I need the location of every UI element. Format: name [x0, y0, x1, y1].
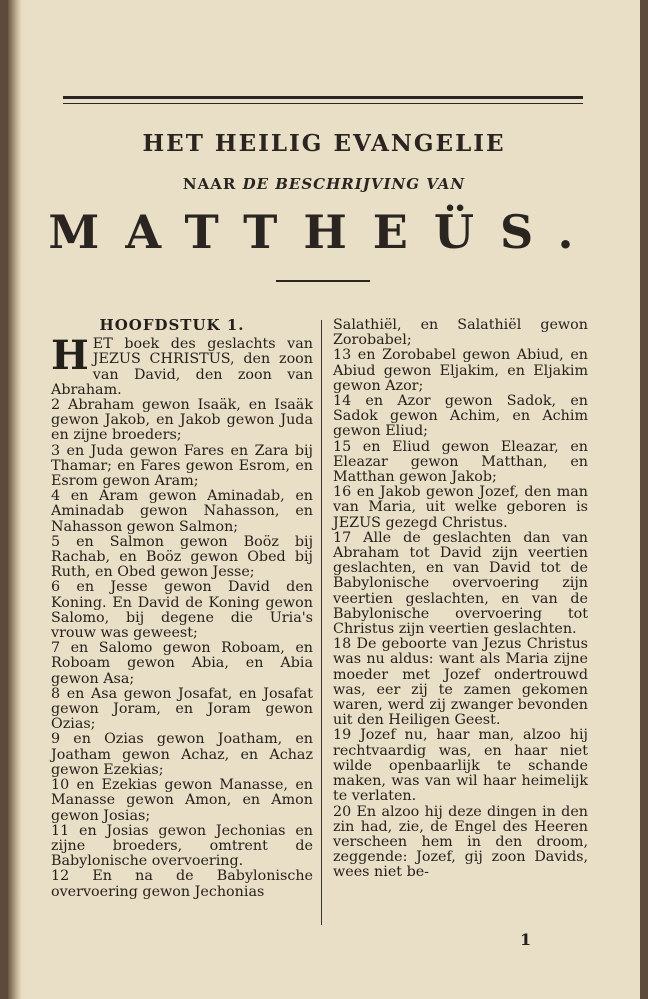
- top-double-rule: [63, 96, 583, 104]
- verse: 4 en Aram gewon Aminadab, en Aminadab gewon Nahasson, en Nahasson gewon Salmon;: [51, 488, 313, 535]
- left-column: [51, 318, 313, 900]
- verse: 9 en Ozias gewon Joatham, en Joatham gewon Achaz, en Achaz gewon Ezekias;: [51, 731, 313, 778]
- verse: 10 en Ezekias gewon Manasse, en Manasse gewon Amon, en Amon gewon Josias;: [51, 777, 313, 824]
- book-page: [8, 0, 640, 999]
- verse: Salathiël, en Salathiël gewon Zorobabel;: [333, 317, 588, 349]
- verse: 7 en Salomo gewon Roboam, en Roboam gewon Abia, en Abia gewon Asa;: [51, 640, 313, 687]
- verse: 3 en Juda gewon Fares en Zara bij Thamar; en Fares gewon Esrom, en Esrom gewon Aram;: [51, 442, 313, 490]
- verse: 8 en Asa gewon Josafat, en Josafat gewon Joram, en Joram gewon Ozias;: [51, 685, 313, 733]
- verse: 15 en Eliud gewon Eleazar, en Eleazar gewon Matthan, en Matthan gewon Jakob;: [333, 438, 588, 486]
- verse: 16 en Jakob gewon Jozef, den man van Maria, uit welke geboren is JEZUS gezegd Christus.: [333, 484, 588, 531]
- verse: 17 Alle de geslachten dan van Abraham tot David zijn veertien geslachten, en van David tot de Babylonische overvoering zijn veertien geslachten, en van de Babylonische overvoering tot Christus zijn veertien geslachten.: [333, 529, 588, 638]
- verse: 2 Abraham gewon Isaäk, en Isaäk gewon Jakob, en Jakob gewon Juda en zijne broeders;: [51, 397, 313, 444]
- book-name: MATTHEÜS.: [48, 205, 600, 259]
- verse-1: [51, 332, 313, 398]
- book-title: HET HEILIG EVANGELIE: [142, 130, 506, 157]
- book-subtitle: [8, 175, 640, 193]
- verse: 12 En na de Babylonische overvoering gewon Jechonias: [51, 868, 313, 900]
- subtitle-rest: DE BESCHRIJVING VAN: [242, 175, 466, 193]
- right-column: [333, 318, 588, 881]
- verse: 5 en Salmon gewon Boöz bij Rachab, en Boöz gewon Obed bij Ruth, en Obed gewon Jesse;: [51, 533, 313, 581]
- verse: 14 en Azor gewon Sadok, en Sadok gewon Achim, en Achim gewon Eliud;: [333, 393, 588, 440]
- verse-1-text: ET boek des geslachts van JEZUS CHRISTUS, den zoon van David, den zoon van Abraham.: [51, 336, 313, 398]
- verse: 11 en Josias gewon Jechonias en zijne broeders, omtrent de Babylonische overvoering.: [51, 822, 313, 870]
- drop-cap: H: [51, 332, 89, 380]
- column-divider: [321, 320, 322, 925]
- verse: 20 En alzoo hij deze dingen in den zin had, zie, de Engel des Heeren verscheen hem in den droom, zeggende: Jozef, gij zoon Davids, wees niet be-: [333, 803, 588, 881]
- verse: 19 Jozef nu, haar man, alzoo hij rechtvaardig was, en haar niet wilde openbaarlijk te schande maken, was van wil haar heimelijk te verlaten.: [333, 727, 588, 805]
- verse: 6 en Jesse gewon David den Koning. En David de Koning gewon Salomo, bij degene die Uria's vrouw was geweest;: [51, 579, 313, 642]
- verse: 18 De geboorte van Jezus Christus was nu aldus: want als Maria zijne moeder met Jozef ondertrouwd was, eer zij te zamen gekomen waren, werd zij zwanger bevonden uit den Heiligen Geest.: [333, 636, 588, 729]
- verse: 13 en Zorobabel gewon Abiud, en Abiud gewon Eljakim, en Eljakim gewon Azor;: [333, 347, 588, 394]
- chapter-heading: HOOFDSTUK 1.: [99, 316, 245, 334]
- page-number: 1: [520, 930, 532, 949]
- title-divider: [276, 280, 370, 282]
- subtitle-prefix: NAAR: [182, 175, 237, 193]
